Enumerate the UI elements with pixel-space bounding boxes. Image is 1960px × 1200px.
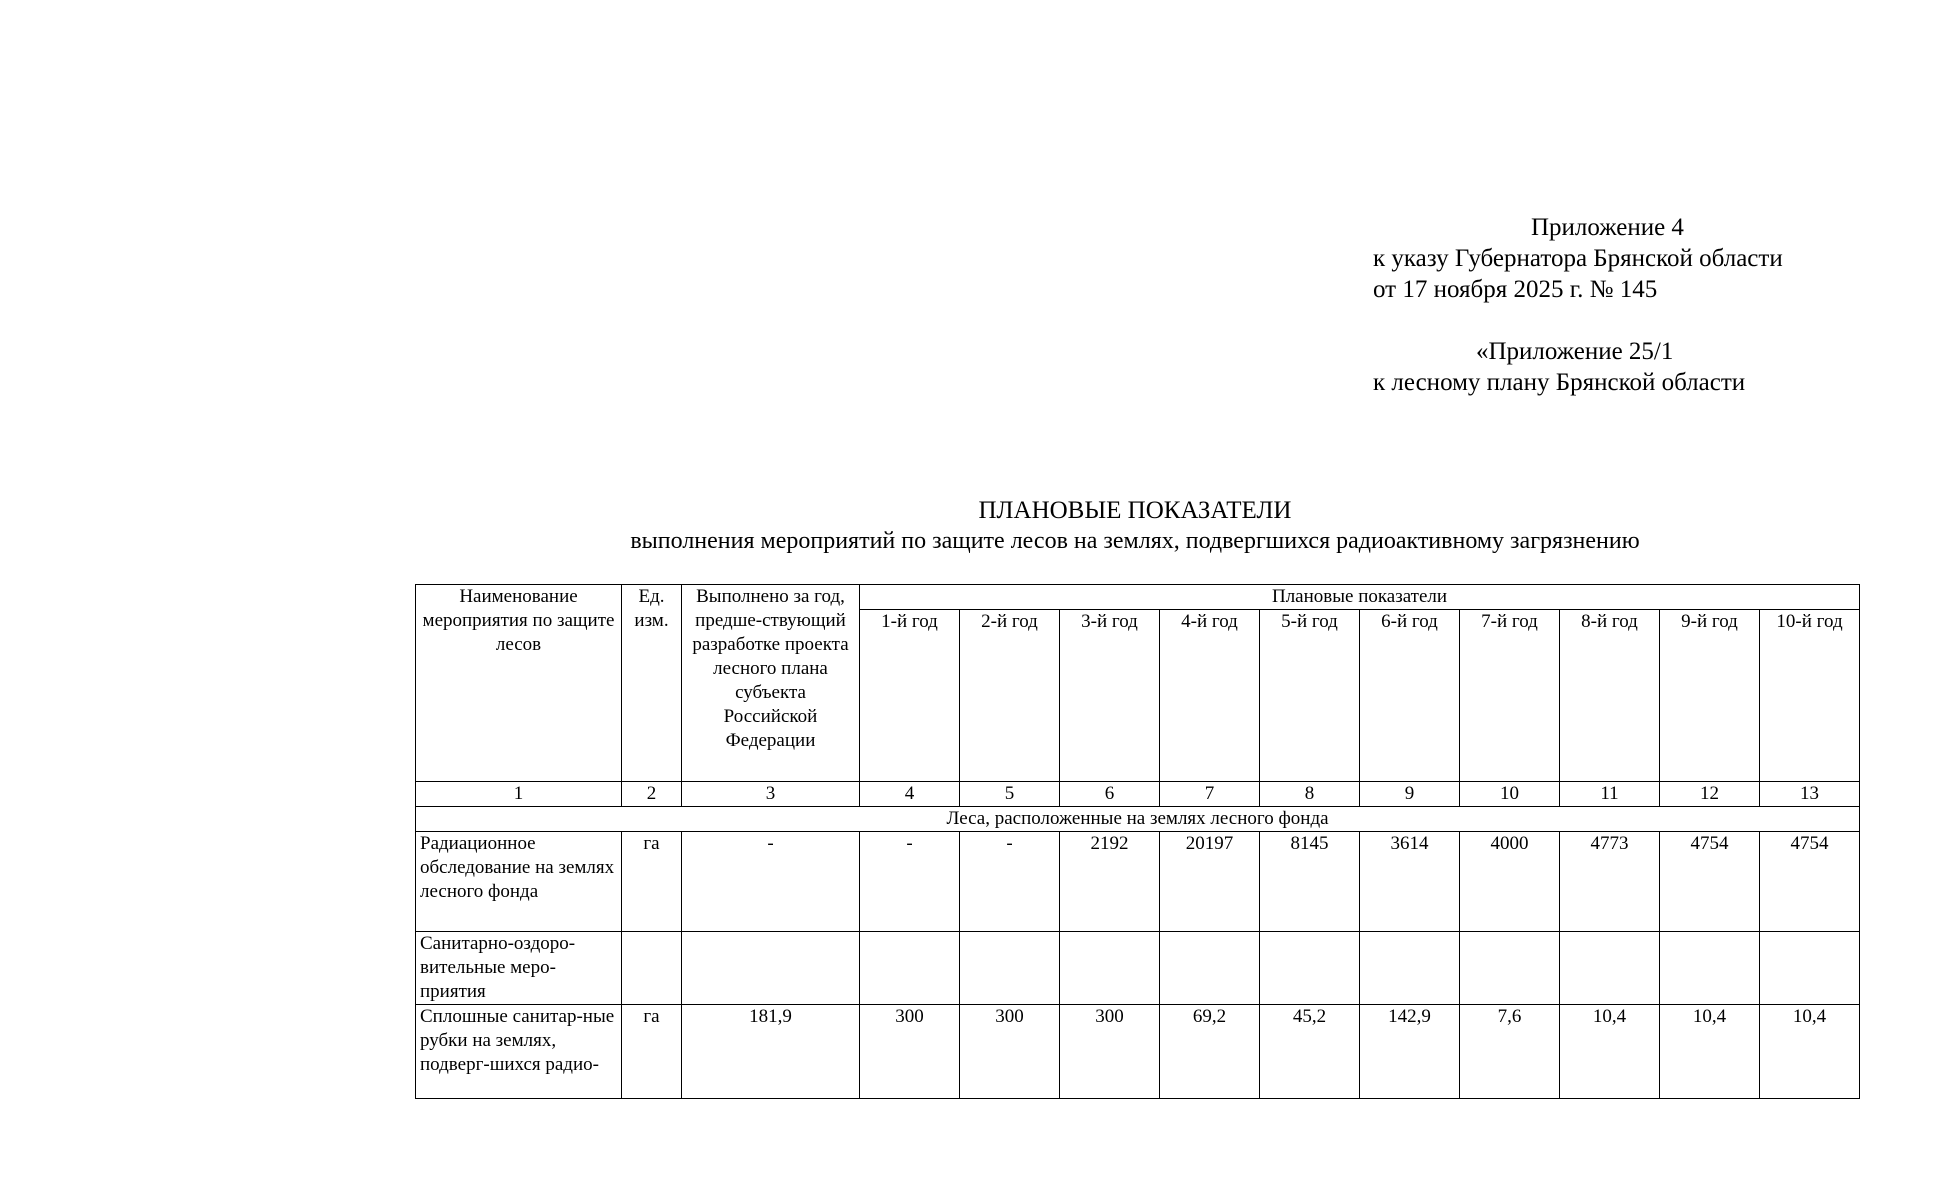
appendix-date: от 17 ноября 2025 г. № 145 — [1373, 276, 1658, 303]
table-row — [416, 932, 1860, 1005]
column-number: 10 — [1460, 782, 1560, 807]
table-row — [416, 1005, 1860, 1099]
row-value — [1360, 932, 1460, 1005]
column-number: 9 — [1360, 782, 1460, 807]
section-row — [416, 807, 1860, 832]
appendix-number: Приложение 4 — [1531, 214, 1684, 241]
row-value — [1560, 932, 1660, 1005]
document-title — [415, 496, 1855, 556]
row-value: 10,4 — [1560, 1005, 1660, 1099]
column-number: 8 — [1260, 782, 1360, 807]
row-value: 20197 — [1160, 832, 1260, 932]
row-value: - — [960, 832, 1060, 932]
header-year: 9-й год — [1660, 610, 1760, 782]
title-main: ПЛАНОВЫЕ ПОКАЗАТЕЛИ — [978, 497, 1292, 524]
row-value — [1160, 932, 1260, 1005]
header-year: 7-й год — [1460, 610, 1560, 782]
row-value — [1260, 932, 1360, 1005]
row-value: - — [860, 832, 960, 932]
row-unit: га — [622, 832, 682, 932]
row-name: Санитарно-оздоро-вительные меро-приятия — [416, 932, 622, 1005]
header-year: 5-й год — [1260, 610, 1360, 782]
row-value: 3614 — [1360, 832, 1460, 932]
header-year: 2-й год — [960, 610, 1060, 782]
header-year: 4-й год — [1160, 610, 1260, 782]
column-number: 2 — [622, 782, 682, 807]
column-number: 4 — [860, 782, 960, 807]
column-number: 5 — [960, 782, 1060, 807]
row-unit — [622, 932, 682, 1005]
header-year: 8-й год — [1560, 610, 1660, 782]
row-value — [860, 932, 960, 1005]
header-year: 10-й год — [1760, 610, 1860, 782]
row-value: 300 — [860, 1005, 960, 1099]
row-value — [1060, 932, 1160, 1005]
column-number: 6 — [1060, 782, 1160, 807]
row-value — [1760, 932, 1860, 1005]
header-year: 3-й год — [1060, 610, 1160, 782]
header-unit: Ед. изм. — [622, 585, 682, 782]
row-value: 69,2 — [1160, 1005, 1260, 1099]
appendix2-number: «Приложение 25/1 — [1476, 338, 1674, 365]
section-title: Леса, расположенные на землях лесного фонда — [416, 807, 1860, 832]
column-number-row — [416, 782, 1860, 807]
column-number: 3 — [682, 782, 860, 807]
row-done: - — [682, 832, 860, 932]
row-name: Сплошные санитар-ные рубки на землях, подверг-шихся радио- — [416, 1005, 622, 1099]
appendix-decree: к указу Губернатора Брянской области — [1373, 245, 1783, 272]
row-unit: га — [622, 1005, 682, 1099]
plan-table — [415, 584, 1860, 1099]
column-number: 7 — [1160, 782, 1260, 807]
row-done: 181,9 — [682, 1005, 860, 1099]
row-value: 4754 — [1660, 832, 1760, 932]
row-value — [960, 932, 1060, 1005]
row-value: 300 — [960, 1005, 1060, 1099]
column-number: 13 — [1760, 782, 1860, 807]
row-value: 142,9 — [1360, 1005, 1460, 1099]
header-year: 1-й год — [860, 610, 960, 782]
row-value: 2192 — [1060, 832, 1160, 932]
appendix2-header — [1373, 336, 1745, 398]
row-value: 10,4 — [1660, 1005, 1760, 1099]
column-number: 12 — [1660, 782, 1760, 807]
appendix-header — [1373, 212, 1783, 305]
row-name: Радиационное обследование на землях лесного фонда — [416, 832, 622, 932]
row-value — [1660, 932, 1760, 1005]
appendix2-plan: к лесному плану Брянской области — [1373, 369, 1746, 396]
row-value: 4773 — [1560, 832, 1660, 932]
header-plan: Плановые показатели — [860, 585, 1860, 610]
row-done — [682, 932, 860, 1005]
row-value: 4000 — [1460, 832, 1560, 932]
header-year: 6-й год — [1360, 610, 1460, 782]
title-subtitle: выполнения мероприятий по защите лесов на землях, подвергшихся радиоактивному загрязнению — [630, 528, 1640, 554]
row-value: 300 — [1060, 1005, 1160, 1099]
row-value: 10,4 — [1760, 1005, 1860, 1099]
table-row — [416, 832, 1860, 932]
row-value — [1460, 932, 1560, 1005]
row-value: 7,6 — [1460, 1005, 1560, 1099]
row-value: 4754 — [1760, 832, 1860, 932]
header-done: Выполнено за год, предше-ствующий разработке проекта лесного плана субъекта Российской Федерации — [682, 585, 860, 782]
column-number: 1 — [416, 782, 622, 807]
row-value: 8145 — [1260, 832, 1360, 932]
header-name: Наименование мероприятия по защите лесов — [416, 585, 622, 782]
row-value: 45,2 — [1260, 1005, 1360, 1099]
column-number: 11 — [1560, 782, 1660, 807]
